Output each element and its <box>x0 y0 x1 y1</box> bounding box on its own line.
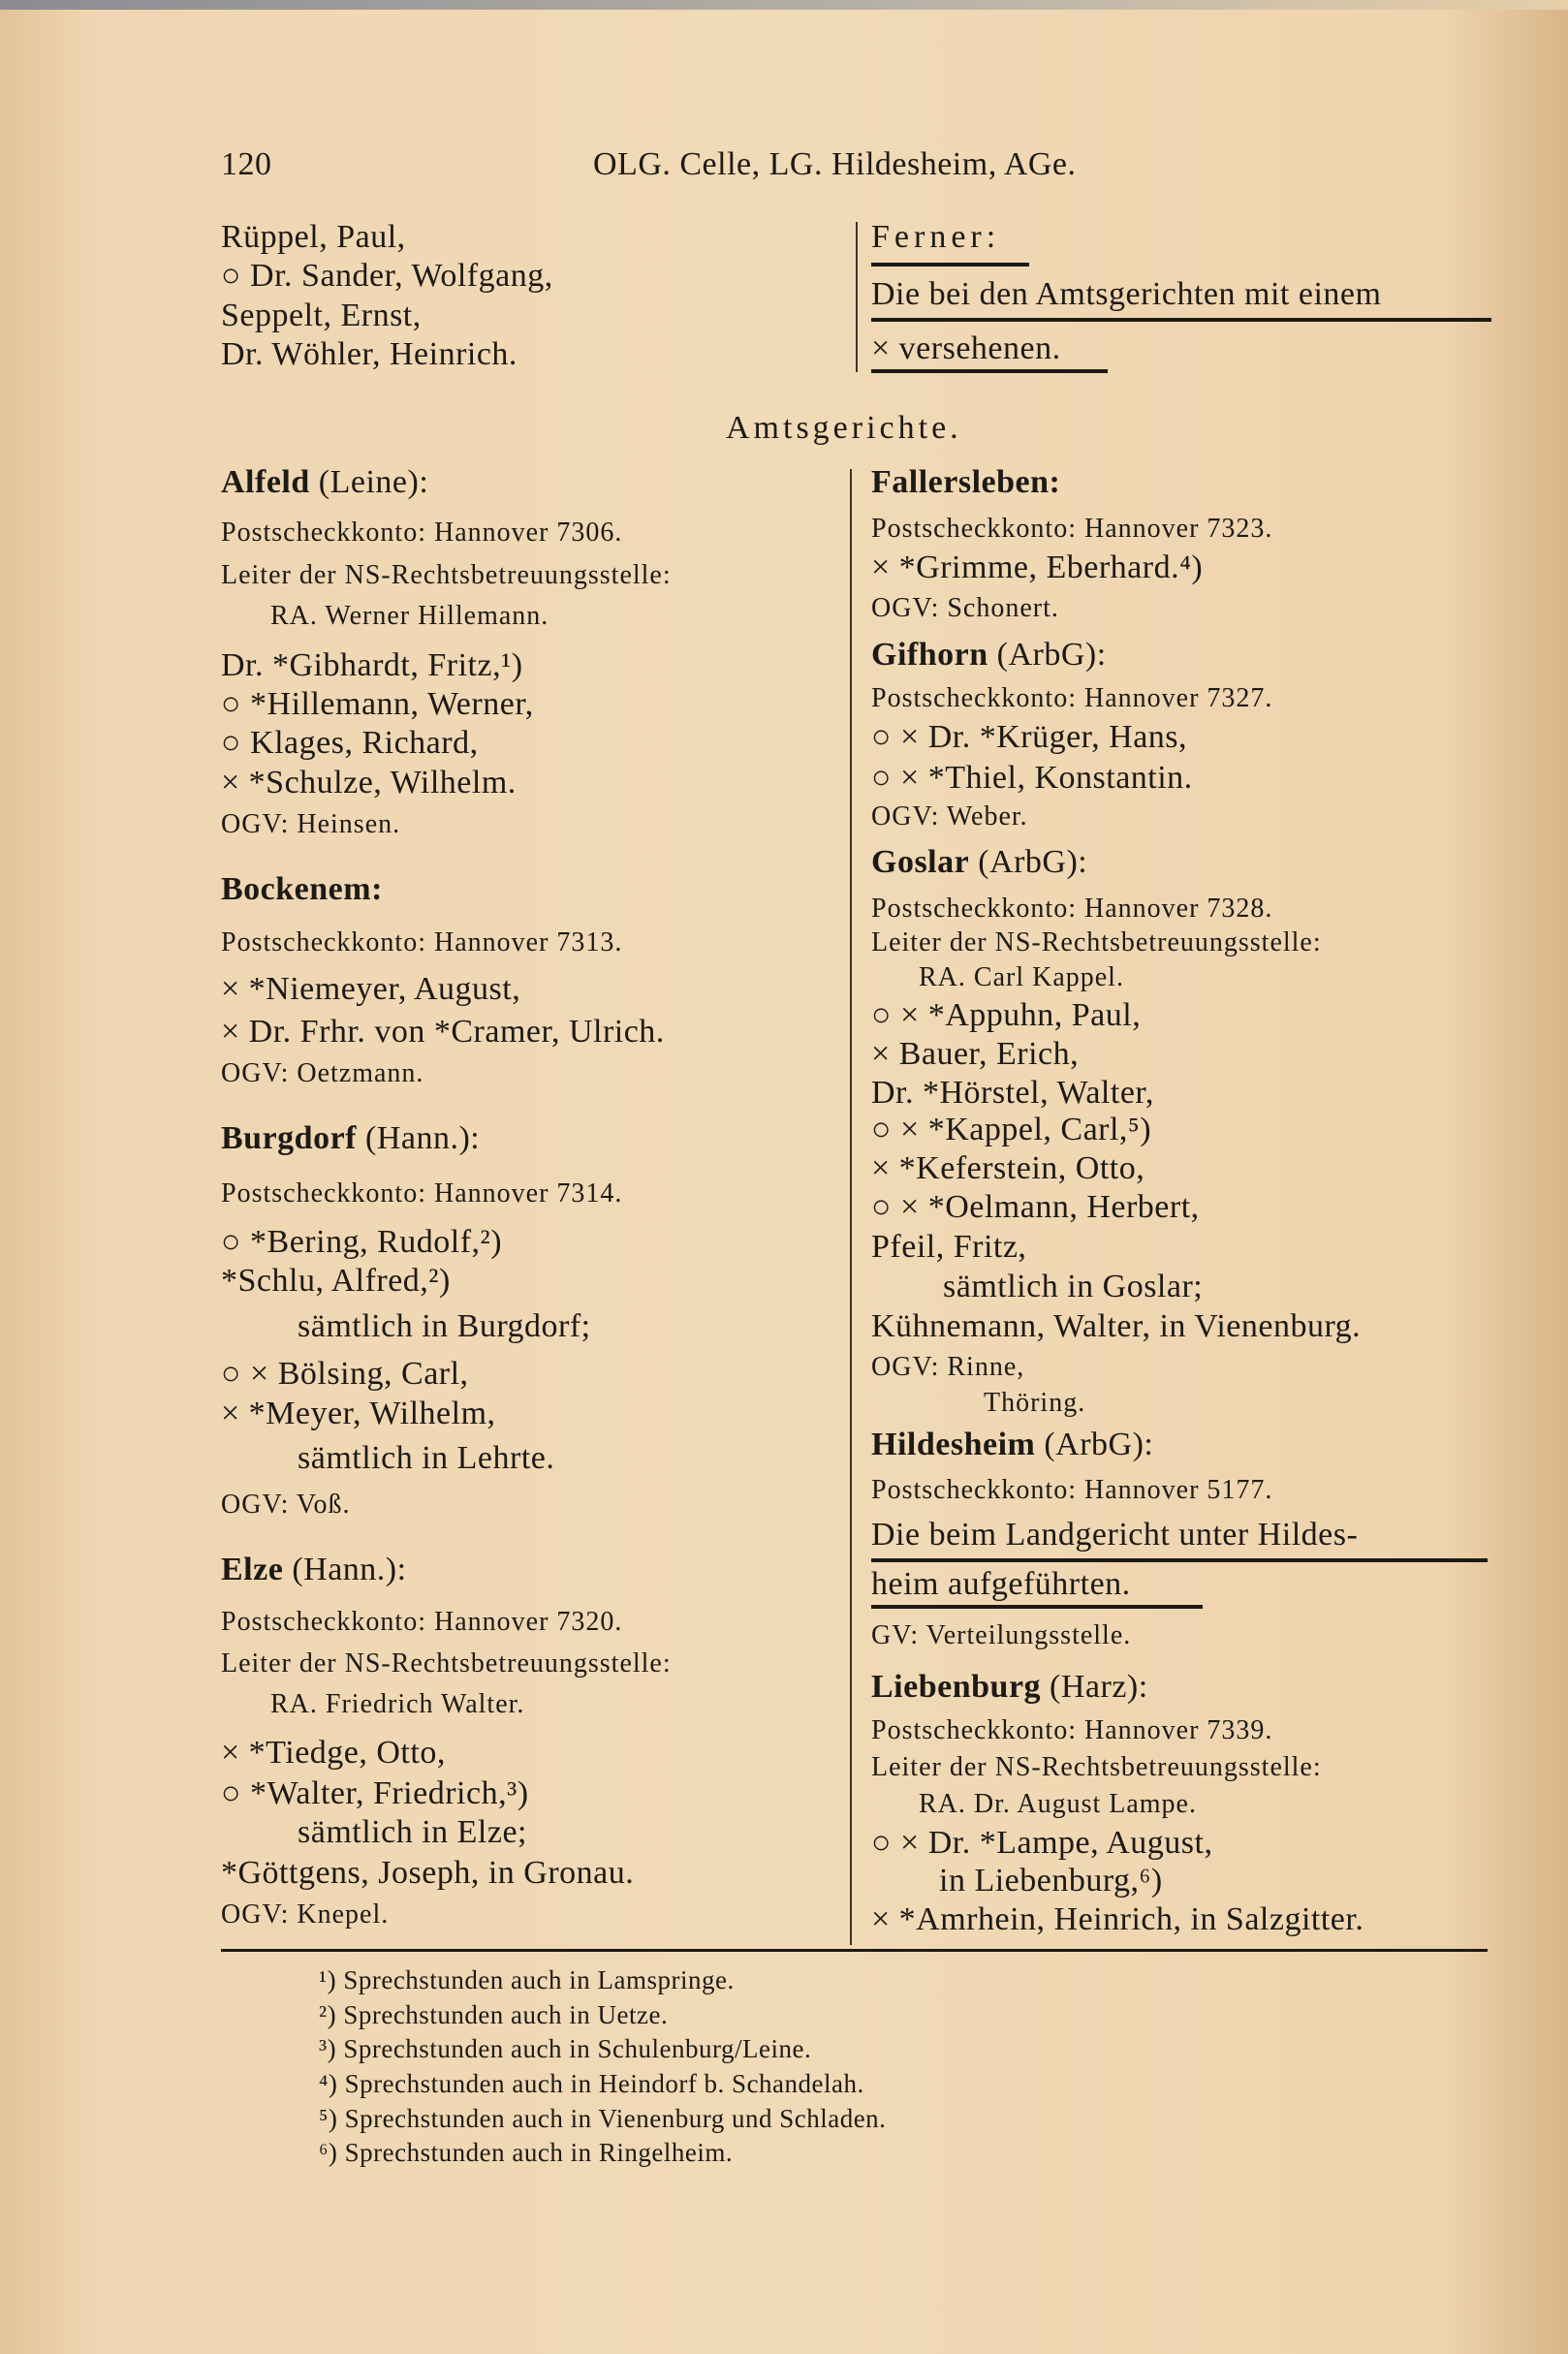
footnote: ⁶) Sprechstunden auch in Ringelheim. <box>319 2138 734 2167</box>
court-heading <box>871 1426 1153 1464</box>
list-item: in Liebenburg,⁶) <box>939 1863 1163 1899</box>
ra: RA. Friedrich Walter. <box>270 1689 525 1719</box>
note-line: Die bei den Amtsgerichten mit einem <box>871 276 1382 312</box>
section-title: Amtsgerichte. <box>726 410 962 446</box>
list-item: *Göttgens, Joseph, in Gronau. <box>221 1855 635 1891</box>
column-divider <box>850 469 852 1945</box>
list-item: ○ *Walter, Friedrich,³) <box>221 1775 529 1811</box>
leiter: Leiter der NS-Rechtsbetreuungsstelle: <box>871 927 1322 957</box>
postscheck: Postscheckkonto: Hannover 7313. <box>221 927 623 957</box>
postscheck: Postscheckkonto: Hannover 5177. <box>871 1475 1273 1505</box>
court-heading <box>221 463 428 502</box>
list-item: ○ × *Appuhn, Paul, <box>871 997 1142 1033</box>
list-item: ○ × *Oelmann, Herbert, <box>871 1189 1200 1225</box>
list-item: ○ × Bölsing, Carl, <box>221 1356 469 1392</box>
underline <box>871 1558 1488 1562</box>
court-suffix: (Harz): <box>1041 1669 1148 1705</box>
leiter: Leiter der NS-Rechtsbetreuungsstelle: <box>221 1648 672 1679</box>
list-item: Dr. *Gibhardt, Fritz,¹) <box>221 647 523 683</box>
postscheck: Postscheckkonto: Hannover 7339. <box>871 1715 1273 1745</box>
footnote: ³) Sprechstunden auch in Schulenburg/Leine. <box>319 2034 812 2063</box>
list-item: × *Tiedge, Otto, <box>221 1735 446 1771</box>
leiter: Leiter der NS-Rechtsbetreuungsstelle: <box>221 560 672 590</box>
list-item: sämtlich in Elze; <box>298 1814 527 1850</box>
postscheck: Postscheckkonto: Hannover 7323. <box>871 514 1273 544</box>
court-name: Elze <box>221 1552 284 1587</box>
list-item: Rüppel, Paul, <box>221 219 406 255</box>
list-item: ○ Klages, Richard, <box>221 725 479 761</box>
list-item: Pfeil, Fritz, <box>871 1229 1027 1265</box>
underline <box>871 369 1108 373</box>
leiter: Leiter der NS-Rechtsbetreuungsstelle: <box>871 1752 1322 1782</box>
list-item: ○ × Dr. *Krüger, Hans, <box>871 719 1188 755</box>
list-item: ○ × *Thiel, Konstantin. <box>871 760 1193 796</box>
list-item: × *Niemeyer, August, <box>221 971 521 1007</box>
list-item: × *Amrhein, Heinrich, in Salzgitter. <box>871 1901 1364 1937</box>
court-name: Bockenem: <box>221 871 383 907</box>
court-heading <box>221 1119 480 1158</box>
ogv: OGV: Oetzmann. <box>221 1058 424 1088</box>
postscheck: Postscheckkonto: Hannover 7328. <box>871 894 1273 924</box>
list-item: × *Grimme, Eberhard.⁴) <box>871 549 1204 585</box>
court-name: Gifhorn <box>871 637 988 673</box>
list-item: Die beim Landgericht unter Hildes- <box>871 1517 1359 1553</box>
running-title: OLG. Celle, LG. Hildesheim, AGe. <box>593 146 1077 182</box>
court-heading <box>871 843 1087 882</box>
list-item: × *Schulze, Wilhelm. <box>221 765 517 800</box>
note-line: × versehenen. <box>871 330 1061 366</box>
list-item: Kühnemann, Walter, in Vienenburg. <box>871 1308 1362 1344</box>
list-item: ○ × Dr. *Lampe, August, <box>871 1825 1213 1861</box>
list-item: sämtlich in Goslar; <box>943 1269 1204 1304</box>
court-name: Fallersleben: <box>871 464 1061 500</box>
list-item: Dr. *Hörstel, Walter, <box>871 1075 1154 1111</box>
column-divider <box>856 222 858 372</box>
underline <box>871 318 1491 322</box>
ra: RA. Dr. August Lampe. <box>919 1789 1197 1819</box>
footnote-rule <box>221 1949 1488 1952</box>
ogv: OGV: Schonert. <box>871 593 1059 623</box>
scan-edge <box>0 0 1568 10</box>
list-item: Seppelt, Ernst, <box>221 298 422 333</box>
list-item: sämtlich in Burgdorf; <box>298 1308 591 1344</box>
postscheck: Postscheckkonto: Hannover 7314. <box>221 1178 623 1208</box>
court-suffix: (Hann.): <box>357 1120 481 1156</box>
ogv: OGV: Voß. <box>221 1490 351 1520</box>
court-name: Hildesheim <box>871 1427 1036 1462</box>
underline <box>871 263 1029 267</box>
list-item: Dr. Wöhler, Heinrich. <box>221 336 517 372</box>
gv: GV: Verteilungsstelle. <box>871 1620 1132 1650</box>
list-item: heim aufgeführten. <box>871 1566 1131 1602</box>
court-suffix: (ArbG): <box>1035 1427 1154 1462</box>
court-name: Alfeld <box>221 464 310 500</box>
list-item: × Bauer, Erich, <box>871 1036 1080 1072</box>
list-item: × *Keferstein, Otto, <box>871 1150 1145 1186</box>
page-number: 120 <box>221 146 272 182</box>
court-suffix: (ArbG): <box>969 844 1088 880</box>
court-heading <box>871 636 1107 675</box>
court-name: Goslar <box>871 844 970 880</box>
list-item: × Dr. Frhr. von *Cramer, Ulrich. <box>221 1014 665 1050</box>
footnote: ⁵) Sprechstunden auch in Vienenburg und Schladen. <box>319 2104 887 2133</box>
court-suffix: (Hann.): <box>283 1552 407 1587</box>
footnote: ⁴) Sprechstunden auch in Heindorf b. Schandelah. <box>319 2069 864 2098</box>
list-item: ○ *Hillemann, Werner, <box>221 686 534 722</box>
ogv: OGV: Heinsen. <box>221 809 401 839</box>
list-item: ○ × *Kappel, Carl,⁵) <box>871 1112 1152 1147</box>
list-item: *Schlu, Alfred,²) <box>221 1263 451 1299</box>
ogv: OGV: Weber. <box>871 801 1028 832</box>
court-name: Burgdorf <box>221 1120 357 1156</box>
footnote: ²) Sprechstunden auch in Uetze. <box>319 2000 669 2029</box>
ra: RA. Werner Hillemann. <box>270 601 549 631</box>
court-heading <box>871 1668 1148 1707</box>
ogv: OGV: Knepel. <box>221 1899 390 1930</box>
list-item: ○ *Bering, Rudolf,²) <box>221 1224 503 1260</box>
list-item: sämtlich in Lehrte. <box>298 1440 555 1476</box>
postscheck: Postscheckkonto: Hannover 7327. <box>871 683 1273 713</box>
footnote: ¹) Sprechstunden auch in Lamspringe. <box>319 1965 735 1994</box>
postscheck: Postscheckkonto: Hannover 7320. <box>221 1607 623 1637</box>
underline <box>871 1605 1203 1609</box>
postscheck: Postscheckkonto: Hannover 7306. <box>221 518 623 548</box>
court-name: Liebenburg <box>871 1669 1042 1705</box>
ogv: OGV: Rinne, <box>871 1352 1025 1382</box>
court-suffix: (Leine): <box>309 464 429 500</box>
court-heading <box>221 1551 407 1589</box>
list-item: ○ Dr. Sander, Wolfgang, <box>221 258 553 294</box>
list-item: × *Meyer, Wilhelm, <box>221 1396 496 1431</box>
court-suffix: (ArbG): <box>988 637 1107 673</box>
ferner-label: Ferner: <box>871 219 1001 255</box>
ra: RA. Carl Kappel. <box>919 962 1124 992</box>
ogv: Thöring. <box>984 1388 1086 1418</box>
